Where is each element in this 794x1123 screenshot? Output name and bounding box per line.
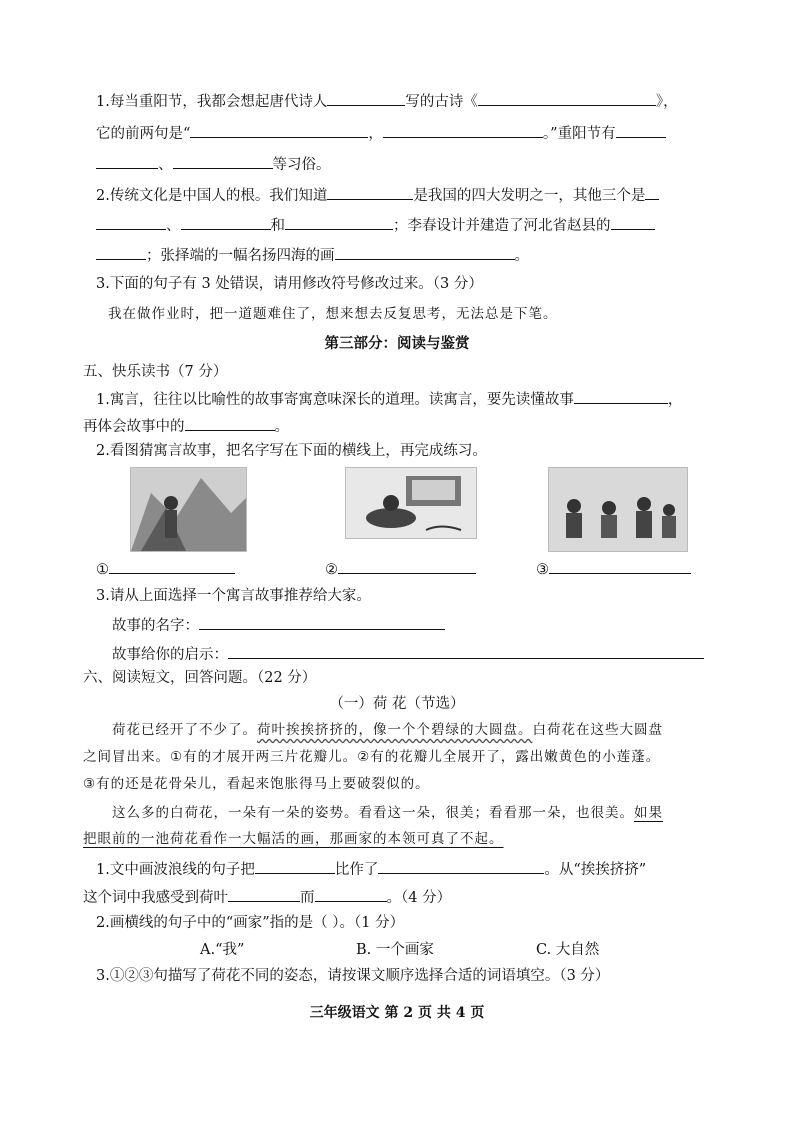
text: 故事给你的启示： (112, 647, 228, 663)
text: 2.传统文化是中国人的根。我们知道 (96, 188, 328, 204)
option-b[interactable]: B. 一个画家 (356, 942, 434, 958)
underlined-sentence: 如果 (634, 805, 663, 821)
q4-item2-line1 (96, 184, 659, 206)
fable-image-2 (345, 467, 477, 539)
text: 、 (158, 157, 173, 173)
blank-poem-title[interactable] (478, 90, 656, 106)
blank-fable-1[interactable] (109, 558, 235, 574)
blank-compare-b[interactable] (378, 858, 544, 874)
q6-qa3: 3.①②③句描写了荷花不同的姿态，请按课文顺序选择合适的词语填空。（3 分） (96, 968, 610, 984)
text: 荷花已经开了不少了。 (112, 722, 257, 738)
text: 。从“挨挨挤挤” (544, 862, 647, 878)
text: 。”重阳节有 (542, 126, 616, 142)
fable-image-3 (548, 467, 688, 552)
blank-line2[interactable] (383, 122, 543, 138)
fable-answer-3 (536, 558, 691, 580)
blank-custom1[interactable] (616, 122, 666, 138)
blank-invention1[interactable] (327, 184, 413, 200)
label-2: ② (325, 562, 338, 578)
q5-item3: 3.请从上面选择一个寓言故事推荐给大家。 (96, 588, 371, 604)
blank-invention3[interactable] (181, 214, 271, 230)
text: 。 (274, 419, 289, 435)
text: 故事的名字： (112, 618, 199, 634)
text: 而 (300, 890, 315, 906)
blank-fable-3[interactable] (549, 558, 691, 574)
blank-custom1-cont[interactable] (96, 153, 158, 169)
q4-item1-line1 (96, 90, 678, 112)
text: ；张择端的一幅名扬四海的画 (146, 248, 335, 264)
passage-p1-line1 (112, 720, 663, 740)
text: 再体会故事中的 (83, 419, 185, 435)
text: 它的前两句是“ (96, 126, 191, 142)
text: 1.寓言，往往以比喻性的故事寄寓意味深长的道理。读寓言，要先读懂故事 (96, 392, 574, 408)
passage-p1-line2: 之间冒出来。①有的才展开两三片花瓣儿。②有的花瓣儿全展开了，露出嫩黄色的小莲蓬。 (83, 749, 661, 765)
interior-scene-icon (346, 468, 476, 538)
text: ， (368, 126, 383, 142)
blank-invention4[interactable] (285, 214, 393, 230)
q5-item1-line2 (83, 415, 289, 437)
text: 这么多的白荷花，一朵有一朵的姿势。看看这一朵，很美；看看那一朵，也很美。 (112, 805, 634, 821)
blank-fable-2[interactable] (338, 558, 476, 574)
q6-qa2[interactable]: 2.画横线的句子中的“画家”指的是（ ）。（1 分） (96, 915, 405, 931)
q4-item3-sentence[interactable]: 我在做作业时，把一道题难住了，想来想去反复思考，无法总是下笔。 (108, 306, 558, 322)
blank-painting[interactable] (335, 244, 515, 260)
fable-answer-2 (325, 558, 476, 580)
passage-title: （一）荷 花（节选） (329, 696, 465, 712)
blank-story-name[interactable] (199, 614, 445, 630)
underlined-sentence: 把眼前的一池荷花看作一大幅活的画，那画家的本领可真了不起。 (83, 831, 504, 847)
text: ；李春设计并建造了河北省赵县的 (393, 218, 611, 234)
q6-qa2-options (200, 940, 599, 960)
fable-answer-row (96, 558, 235, 580)
q6-qa1-line2 (83, 886, 451, 908)
q4-item1-line2 (96, 122, 666, 144)
q5-item2: 2.看图猜寓言故事，把名字写在下面的横线上，再完成练习。 (96, 443, 487, 459)
text: 。（4 分） (386, 890, 452, 906)
blank-bridge-cont[interactable] (96, 244, 146, 260)
q4-item3: 3.下面的句子有 3 处错误，请用修改符号修改过来。（3 分） (96, 276, 483, 292)
blank-feel-a[interactable] (228, 886, 300, 902)
blank-story[interactable] (574, 388, 668, 404)
story-insight-row (112, 643, 704, 665)
q5-heading: 五、快乐读书（7 分） (83, 364, 228, 380)
people-scene-icon (549, 468, 687, 551)
passage-p2-line2 (83, 829, 504, 849)
q6-heading: 六、阅读短文，回答问题。（22 分） (83, 670, 317, 686)
text: 。 (514, 248, 529, 264)
text: 》， (655, 94, 678, 110)
q4-item2-line2 (96, 214, 655, 236)
text: 等习俗。 (272, 157, 331, 173)
text: 白荷花在这些大圆盘 (532, 722, 663, 738)
text: 和 (270, 218, 285, 234)
text: 1.每当重阳节，我都会想起唐代诗人 (96, 94, 328, 110)
mountain-scene-icon (131, 468, 246, 551)
passage-p2-line1 (112, 803, 663, 823)
text: 这个词中我感受到荷叶 (83, 890, 228, 906)
option-a[interactable]: A.“我” (200, 942, 245, 958)
q4-item1-line3 (96, 153, 331, 175)
blank-story-insight[interactable] (228, 643, 704, 659)
q6-qa1-line1 (96, 858, 646, 880)
blank-feel-b[interactable] (315, 886, 387, 902)
text: 写的古诗《 (405, 94, 478, 110)
passage-p1-line3: ③有的还是花骨朵儿，看起来饱胀得马上要破裂似的。 (83, 776, 430, 792)
fable-image-1 (130, 467, 247, 552)
blank-compare-a[interactable] (255, 858, 335, 874)
blank-custom2[interactable] (173, 153, 273, 169)
story-name-row (112, 614, 445, 636)
text: ， (667, 392, 683, 408)
q5-item1-line1 (96, 388, 682, 410)
label-3: ③ (536, 562, 549, 578)
wavy-sentence: 荷叶挨挨挤挤的，像一个个碧绿的大圆盘。 (257, 722, 533, 738)
part3-title: 第三部分：阅读与鉴赏 (324, 335, 470, 352)
text: 是我国的四大发明之一，其他三个是 (413, 188, 646, 204)
blank-line1[interactable] (190, 122, 368, 138)
page-footer: 三年级语文 第 2 页 共 4 页 (309, 1005, 485, 1021)
label-1: ① (96, 562, 109, 578)
blank-poet[interactable] (327, 90, 405, 106)
blank-moral[interactable] (185, 415, 275, 431)
blank-invention2-cont[interactable] (96, 214, 166, 230)
text: 1.文中画波浪线的句子把 (96, 862, 255, 878)
blank-invention2[interactable] (645, 184, 659, 200)
option-c[interactable]: C. 大自然 (536, 942, 600, 958)
q4-item2-line3 (96, 244, 529, 266)
text: 比作了 (334, 862, 379, 878)
blank-bridge[interactable] (611, 214, 655, 230)
text: 、 (166, 218, 181, 234)
